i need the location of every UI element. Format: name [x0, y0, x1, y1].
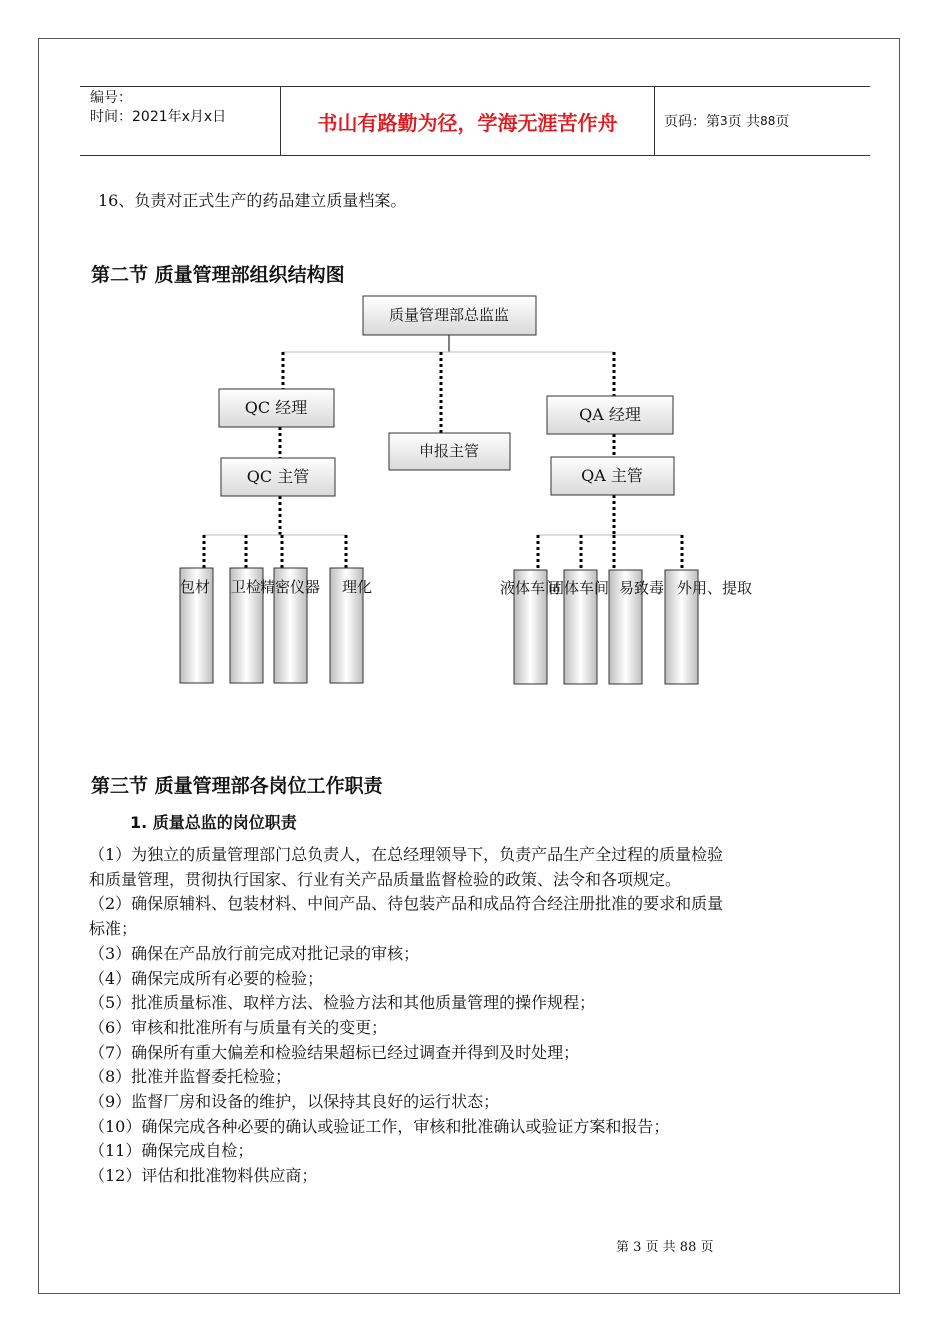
- qa-unit-label-4: 外用、提取: [677, 579, 753, 597]
- header-meta: [80, 87, 281, 155]
- intro-line: 16、负责对正式生产的药品建立质量档案。: [98, 191, 407, 210]
- duty-line: 和质量管理，贯彻执行国家、行业有关产品质量监督检验的政策、法令和各项规定。: [89, 869, 682, 889]
- duty-line: （5）批准质量标准、取样方法、检验方法和其他质量管理的操作规程；: [89, 993, 596, 1013]
- qc-unit-label-2: 卫检: [231, 578, 262, 596]
- page-footer: 第 3 页 共 88 页: [616, 1240, 714, 1255]
- page-prefix: 页码：第: [664, 114, 720, 130]
- section3-subtitle: 1. 质量总监的岗位职责: [130, 813, 297, 832]
- page-suffix: 页: [775, 114, 790, 130]
- qa-unit-label-3: 易致毒: [619, 579, 665, 597]
- page-current: 3: [720, 114, 728, 128]
- duty-line: （3）确保在产品放行前完成对批记录的审核；: [89, 943, 420, 963]
- qc-supervisor-label: QC 主管: [246, 467, 310, 486]
- org-chart: [0, 290, 950, 710]
- duty-line: （7）确保所有重大偏差和检验结果超标已经过调查并得到及时处理；: [89, 1042, 580, 1062]
- qc-unit-label-4: 理化: [342, 578, 373, 596]
- page-total: 88: [760, 114, 776, 128]
- qc-manager-label: QC 经理: [244, 398, 308, 417]
- time-label: 时间：2021年x月x日: [90, 109, 227, 125]
- duty-line: （9）监督厂房和设备的维护，以保持其良好的运行状态；: [89, 1092, 500, 1112]
- duty-line: （11）确保完成自检；: [89, 1141, 254, 1161]
- duty-line: （12）评估和批准物料供应商；: [89, 1166, 318, 1186]
- qa-unit-label-1: 液体车间: [500, 579, 561, 597]
- duty-line: 标准；: [89, 919, 138, 939]
- duty-line: （6）审核和批准所有与质量有关的变更；: [89, 1017, 388, 1037]
- duty-line: （2）确保原辅料、包装材料、中间产品、待包装产品和成品符合经注册批准的要求和质量: [89, 894, 724, 914]
- section3-title: 第三节 质量管理部各岗位工作职责: [91, 775, 383, 797]
- qa-supervisor-label: QA 主管: [581, 466, 643, 485]
- duty-line: （4）确保完成所有必要的检验；: [89, 968, 324, 988]
- duty-line: （10）确保完成各种必要的确认或验证工作，审核和批准确认或验证方案和报告；: [89, 1116, 670, 1136]
- qc-unit-label-1: 包材: [180, 578, 211, 596]
- duty-line: （1）为独立的质量管理部门总负责人，在总经理领导下，负责产品生产全过程的质量检验: [89, 845, 724, 864]
- section2-title: 第二节 质量管理部组织结构图: [91, 264, 345, 286]
- qa-manager-label: QA 经理: [579, 405, 641, 424]
- document-header: [80, 86, 870, 156]
- page-mid: 页 共: [727, 114, 761, 130]
- number-label: 编号：: [90, 90, 132, 106]
- header-page-info: [655, 87, 870, 155]
- header-motto: 书山有路勤为径，学海无涯苦作舟: [281, 87, 655, 155]
- duty-line: （8）批准并监督委托检验；: [89, 1067, 292, 1087]
- duties-body: [89, 843, 869, 1189]
- declare-supervisor-label: 申报主管: [418, 442, 480, 460]
- root-label: 质量管理部总监监: [388, 306, 510, 324]
- qa-unit-label-2: 固体车间: [549, 579, 610, 597]
- qc-unit-label-3: 精密仪器: [260, 578, 321, 596]
